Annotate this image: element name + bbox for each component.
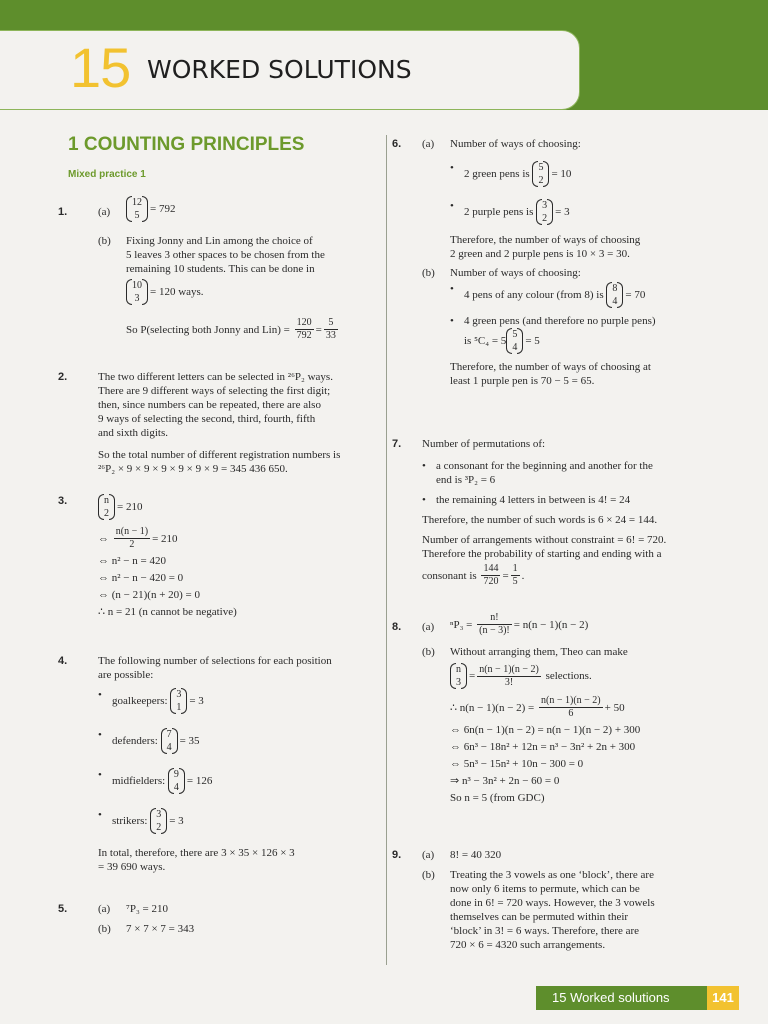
part-label: (a)	[98, 206, 111, 218]
fraction: $\frac{5}{33}$	[325, 317, 336, 341]
result: = n(n − 1)(n − 2)	[513, 618, 589, 631]
part-label: (b)	[98, 923, 111, 935]
fraction: $\frac{n(n - 1)(n - 2)}{3!}$	[479, 663, 539, 688]
list-item: • strikers: 3 2 = 3	[98, 808, 368, 834]
binomial: n 3	[450, 663, 467, 689]
text-line: Therefore, the number of such words is 6 × 24 = 144.	[422, 514, 658, 526]
text-line: Number of ways of choosing:	[450, 267, 581, 279]
text-line: 5 leaves 3 other spaces to be chosen from the	[126, 249, 325, 261]
fraction: $\frac{n(n - 1)(n - 2)}{6}$	[541, 695, 601, 719]
text-line: In total, therefore, there are 3 × 35 × 126 × 3	[98, 847, 295, 859]
footer-label: 15 Worked solutions	[552, 990, 670, 1005]
binomial: n 2	[98, 494, 115, 520]
answer-text: 7 × 7 × 7 = 343	[126, 923, 195, 935]
page-number: 141	[712, 990, 734, 1005]
text-line: So the total number of different registration numbers is	[98, 449, 341, 461]
part-label: (b)	[422, 869, 435, 881]
text-line: then, since numbers can be repeated, there are also	[98, 399, 321, 411]
part-label: (a)	[422, 621, 435, 633]
problem-number: 9.	[392, 849, 402, 861]
equivalence-sign: ⇔	[98, 532, 109, 545]
text-line: There are 9 different ways of selecting the first digit;	[98, 385, 331, 397]
text-line: The two different letters can be selected in ²⁶P₂ ways.	[98, 371, 333, 383]
text-line: remaining 10 students. This can be done in	[126, 263, 315, 275]
period: .	[521, 569, 525, 582]
text-line: 9 ways of selecting the second, third, fourth, fifth	[98, 413, 316, 425]
step-line: So n = 5 (from GDC)	[450, 792, 545, 804]
fraction: $\frac{n!}{(n - 3)!}$	[479, 612, 510, 636]
text-line: 2 green and 2 purple pens is 10 × 3 = 30.	[450, 248, 630, 260]
column-divider	[386, 135, 387, 965]
part-label: (b)	[422, 267, 435, 279]
list-item: • 4 pens of any colour (from 8) is 8 4 = 70	[450, 282, 712, 308]
result: = 120 ways.	[150, 286, 204, 298]
list-item: • 2 green pens is 5 2 = 10	[450, 161, 712, 187]
text-line: Number of arrangements without constraint = 6! = 720.	[422, 534, 667, 546]
problem-number: 3.	[58, 495, 68, 507]
text-line: done in 6! = 720 ways. However, the 3 vowels	[450, 897, 655, 909]
chapter-number: 15	[70, 36, 131, 99]
problem-number: 1.	[58, 206, 68, 218]
step-line: ⇒ n³ − 3n² + 2n − 60 = 0	[450, 775, 560, 787]
fraction: $\frac{n(n - 1)}{2}$	[115, 526, 149, 550]
result: = 210	[117, 501, 143, 513]
equation: ∴ n(n − 1)(n − 2) =	[450, 701, 535, 714]
equals-sign: =	[315, 323, 322, 336]
text: selections.	[545, 670, 592, 682]
text-line: ²⁶P₂ × 9 × 9 × 9 × 9 × 9 × 9 = 345 436 650.	[98, 463, 288, 475]
problem-number: 2.	[58, 371, 68, 383]
part-label: (b)	[98, 235, 111, 247]
binomial: 12 5	[126, 196, 148, 222]
probability-expression: So P(selecting both Jonny and Lin) =	[126, 323, 290, 336]
binomial: 10 3	[126, 279, 148, 305]
problem-number: 7.	[392, 438, 402, 450]
permutation-expression: ⁿP₃ =	[450, 618, 473, 631]
problem-number: 8.	[392, 621, 402, 633]
text-line: Number of ways of choosing:	[450, 138, 581, 150]
part-label: (a)	[98, 903, 111, 915]
text-line: = 39 690 ways.	[98, 861, 166, 873]
step-line: ⇔ 6n(n − 1)(n − 2) = n(n − 1)(n − 2) + 300	[450, 724, 641, 736]
text-line: Fixing Jonny and Lin among the choice of	[126, 235, 313, 247]
list-item: • midfielders: 9 4 = 126	[98, 768, 368, 794]
problem-number: 6.	[392, 138, 402, 150]
fraction: $\frac{1}{5}$	[512, 563, 518, 587]
text-line: themselves can be permuted within their	[450, 911, 629, 923]
text-line: ‘block’ in 3! = 6 ways. Therefore, there are	[450, 925, 640, 937]
step-line: ⇔ n² − n = 420	[98, 555, 166, 567]
part-label: (a)	[422, 138, 435, 150]
list-item: • goalkeepers: 3 1 = 3	[98, 688, 368, 714]
text-line: Therefore, the number of ways of choosing at	[450, 361, 651, 373]
problem-number: 5.	[58, 903, 68, 915]
text-line: Therefore, the number of ways of choosing	[450, 234, 641, 246]
step-line: ⇔ (n − 21)(n + 20) = 0	[98, 589, 201, 601]
text-line: Treating the 3 vowels as one ‘block’, there are	[450, 869, 654, 881]
section-title: 1 COUNTING PRINCIPLES	[68, 134, 305, 155]
chapter-title: WORKED SOLUTIONS	[147, 55, 412, 84]
problem-number: 4.	[58, 655, 68, 667]
answer-text: 8! = 40 320	[450, 849, 502, 861]
equation-suffix: + 50	[604, 701, 625, 714]
equals-sign: =	[502, 569, 509, 582]
text-line: consonant is	[422, 569, 477, 582]
result: = 792	[150, 203, 176, 215]
part-label: (a)	[422, 849, 435, 861]
text-line: least 1 purple pen is 70 − 5 = 65.	[450, 375, 595, 387]
list-item: • a consonant for the beginning and another for the end is ³P₂ = 6	[422, 459, 712, 487]
section-subheading: Mixed practice 1	[68, 169, 146, 180]
step-line: ⇔ n² − n − 420 = 0	[98, 572, 184, 584]
step-line: ⇔ 5n³ − 15n² + 10n − 300 = 0	[450, 758, 584, 770]
step-line: ⇔ 6n³ − 18n² + 12n = n³ − 3n² + 2n + 300	[450, 741, 636, 753]
text-line: Without arranging them, Theo can make	[450, 646, 628, 658]
list-item: • 2 purple pens is 3 2 = 3	[450, 199, 712, 225]
text-line: 720 × 6 = 4320 such arrangements.	[450, 939, 606, 951]
part-label: (b)	[422, 646, 435, 658]
step-line: ∴ n = 21 (n cannot be negative)	[98, 606, 237, 618]
list-item: • the remaining 4 letters in between is 4! = 24	[422, 493, 712, 507]
list-item: • defenders: 7 4 = 35	[98, 728, 368, 754]
fraction: $\frac{144}{720}$	[483, 563, 499, 587]
text-line: now only 6 items to permute, which can be	[450, 883, 640, 895]
result: = 210	[152, 532, 178, 545]
text-line: are possible:	[98, 669, 154, 681]
answer-text: ⁷P₃ = 210	[126, 903, 168, 915]
text-line: and sixth digits.	[98, 427, 168, 439]
text-line: Number of permutations of:	[422, 438, 546, 450]
list-item: • 4 green pens (and therefore no purple pens) is ⁵C₄ = 5 5 4 = 5	[450, 314, 712, 354]
text-line: Therefore the probability of starting and ending with a	[422, 548, 662, 560]
fraction: $\frac{120}{792}$	[296, 317, 312, 341]
text-line: The following number of selections for each position	[98, 655, 332, 667]
